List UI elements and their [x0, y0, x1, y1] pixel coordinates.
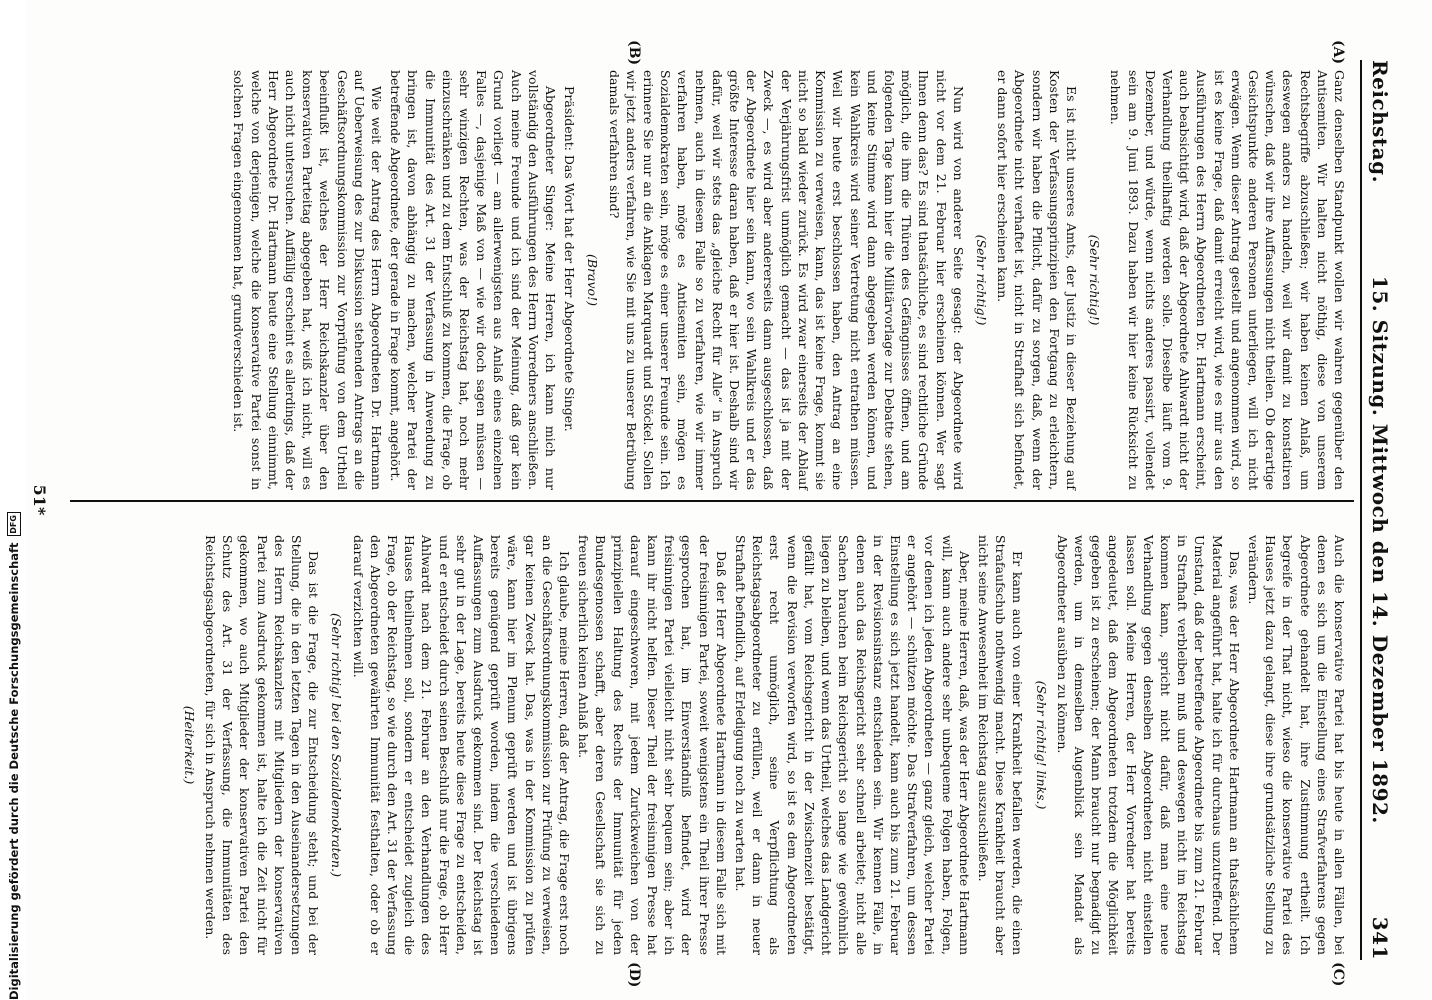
reaction-note: (Heiterkeit.) — [181, 705, 197, 785]
margin-marker-b: (B) — [626, 40, 642, 66]
paragraph: Daß der Herr Abgeordnete Hartmann in diesem Falle sich mit der freisinnigen Partei, soweit wenigstens ein Theil ihrer Presse gesprochen hat, im Einverständniß befindet, wird der freisinnigen Partei vielleicht nicht sehr bequem sein; aber ich kann ihr nicht helfen. Dieser Theil der freisinnigen Presse hat darauf eingeschworen, mit jedem Zurückweichen von der prinzipiellen Haltung des Rechts der Immunität für jeden Bundesgenossen schafft, aber deren Gesellschaft sie sich zu freuen sicherlich keinen Anlaß hat. — [576, 535, 729, 955]
reaction-note: (Sehr richtig! links.) — [1033, 680, 1049, 810]
page-footer — [30, 0, 49, 1000]
column-divider — [70, 500, 1354, 502]
reaction-note: (Bravo!) — [585, 254, 601, 306]
paragraph: Das, was der Herr Abgeordnete Hartmann an thatsächlichem Material angeführt hat, halte ich für durchaus unzutreffend. Der Umstand, daß der betreffende Abgeordnete bis zum 21. Februar in Strafhaft verbleiben muß und deswegen nicht im Reichstag kommen kann, spricht nicht dafür, daß man eine neue Verhandlung gegen denselben Abgeordneten nicht einstellen lassen soll. Meine Herren, der Herr Vorredner hat bereits angedeutet, daß dem Abgeordneten trotzdem die Möglichkeit gegeben ist zu erscheinen; der Mann braucht nur begnadigt zu werden, um in demselben Augenblick sein Mandat als Abgeordneter ausüben zu können. — [1054, 535, 1242, 955]
digitization-note-text: Digitalisierung gefördert durch die Deutsche Forschungsgemeinschaft — [7, 542, 21, 1000]
reaction-note: (Sehr richtig!) — [973, 234, 989, 326]
paragraph: Ich glaube, meine Herren, daß der Antrag, die Frage erst noch an die Geschäftsordnungskommission zur Prüfung zu verweisen, gar keinen Zweck hat. Das, was in der Kommission zu prüfen wäre, kann hier im Plenum geprüft werden und ist übrigens bereits genügend geprüft worden, indem die verschiedenen Auffassungen zum Ausdruck gekommen sind. Der Reichstag ist sehr gut in der Lage, bereits heute diese Frage zu entscheiden, und er entscheidet durch seinen Beschluß nur die Frage, ob Herr Ahlwardt nach dem 21. Februar an den Verhandlungen des Hauses theilnehmen soll, sondern er entscheidet zugleich die Frage, ob der Reichstag, so wie durch den Art. 31 der Verfassung den Abgeordneten gewährten Immunität festhalten, oder ob er darauf verzichten will. — [350, 535, 573, 955]
paragraph: Präsident: Das Wort hat der Herr Abgeordnete Singer. — [562, 86, 578, 432]
paragraph: Es ist nicht unseres Amts, der Justiz in dieser Beziehung auf Kosten der Verfassungsprinzipien den Fortgang zu erleichtern, sondern wir haben die Pflicht, dafür zu sorgen, daß, wenn der Abgeordnete nicht verhaftet ist, nicht in Strafhaft sich befindet, er dann sofort hier erscheinen kann. — [995, 70, 1079, 490]
margin-marker-a: (A) — [1330, 40, 1346, 65]
paragraph: Aber, meine Herren, daß, was der Herr Abgeordnete Hartmann will, kann auch andere sehr unbequeme Folgen haben, Folgen, vor denen ich jeden Abgeordneten — ganz gleich, welcher Partei er angehört — schützen möchte. Das Strafverfahren, um dessen Einstellung es sich jetzt handelt, kann auch bis zum 21. Februar in der Revisionsinstanz entschieden sein. Wir kennen Fälle, in denen auch das Reichsgericht sehr schnell arbeitet; nicht alle Sachen brauchen beim Reichsgericht so lange wie gewöhnlich liegen zu bleiben, und wenn das Urtheil, welches das Landgericht gefällt hat, vom Reichsgericht in der Zwischenzeit bestätigt, wenn die Revision verworfen wird, so ist es dem Abgeordneten erst recht unmöglich, seine Verpflichtung als Reichstagsabgeordneter zu erfüllen, weil er dann in neuer Strafhaft befindlich, auf Erledigung noch zu warten hat. — [733, 535, 972, 955]
right-column — [175, 535, 1348, 955]
dfg-logo-icon: DFG — [7, 512, 21, 536]
left-column — [228, 70, 1348, 490]
margin-marker-c: (C) — [1330, 962, 1346, 987]
reaction-note: (Sehr richtig! bei den Sozialdemokraten.) — [329, 613, 345, 877]
paragraph: Nun wird von anderer Seite gesagt: der Abgeordnete wird nicht vor dem 21. Februar hier erscheinen können. Wer sagt Ihnen denn das? Es sind thatsächliche, es sind rechtliche Gründe möglich, die ihm die Thüren des Gefängnisses öffnen, und am folgenden Tage kann hier die Militärvorlage zur Debatte stehen, und keine Stimme wird dann abgegeben werden können, und kein Wahlkreis wird seiner Vertretung nicht entrathen müssen. Weil wir heute erst beschlossen haben, den Antrag an eine Kommission zu verweisen, kann, das ist keine Frage, kommt sie nicht so bald wieder zurück. Es wird zwar einerseits der Ablauf der Verjährungsfrist unmöglich gemacht — das ist ja mit der Zweck —, es wird aber andererseits dann ausgeschlossen, daß der Abgeordnete hier sein kann, wo sein Wahlkreis und er das größte Interesse daran haben, daß er hier ist. Deshalb sind wir dafür, weil wir stets das „gleiche Recht für Alle“ in Anspruch nehmen, auch in diesem Falle so zu verfahren, wie wir immer verfahren haben, möge es Antisemiten sein, mögen es Sozialdemokraten sein, möge es einer unserer Freunde sein. Ich erinnere Sie nur an die Anklagen Marquardt und Stöckel. Sollen wir jetzt anders verfahren, wie Sie mit uns zu unserer Betrübung damals verfahren sind? — [606, 70, 966, 490]
margin-marker-d: (D) — [626, 962, 642, 988]
reaction-note: (Sehr richtig!) — [1087, 234, 1103, 326]
paragraph: Auch die konservative Partei hat bis heute in allen Fällen, bei denen es sich um die Einstellung eines Strafverfahrens gegen Abgeordnete gehandelt hat, ihre Zustimmung ertheilt. Ich begreife in der That nicht, wieso die konservative Partei des Hauses jetzt dazu gelangt, diese ihre grundsätzliche Stellung zu verändern. — [1245, 535, 1347, 955]
paragraph: Er kann auch von einer Krankheit befallen werden, die einen Strafaufschub nothwendig macht. Diese Krankheit braucht aber nicht seine Anwesenheit im Reichstag auszuschließen. — [975, 535, 1026, 955]
page-header — [1368, 60, 1402, 960]
paragraph: Das ist die Frage, die zur Entscheidung steht; und bei der Stellung, die in den letzten Tagen in den Auseinandersetzungen des Herrn Reichskanzlers mit Mitgliedern der konservativen Partei zum Ausdruck gekommen ist, halte ich die Zeit nicht für gekommen, wo auch Mitglieder der konservativen Partei den Schutz des Art. 31 der Verfassung, die Immunitäten des Reichstagsabgeordneten, für sich in Anspruch nehmen werden. — [203, 535, 322, 955]
header-page-number: 341 — [1368, 916, 1392, 960]
paragraph: Wie weit der Antrag des Herrn Abgeordneten Dr. Hartmann auf Ueberweisung des zur Diskussion stehenden Antrags an die Geschäftsordnungskommission zur Vorprüfung von dem Urtheil beeinflußt ist, welches der Herr Reichskanzler über den konservativen Parteitag abgegeben hat, weiß ich nicht, will es auch nicht untersuchen. Auffällig erscheint es allerdings, daß der Herr Abgeordnete Dr. Hartmann heute eine Stellung einnimmt, welche von derjenigen, welche die konservative Partei sonst in solchen Fragen eingenommen hat, grundverschieden ist. — [231, 70, 385, 490]
header-session: 15. Sitzung. Mittwoch den 14. Dezember 1892. — [1368, 275, 1392, 824]
paragraph: Abgeordneter Singer: Meine Herren, ich kann mich nur vollständig den Ausführungen des Herrn Vorredners anschließen. Auch meine Freunde und ich sind der Meinung, daß gar kein Grund vorliegt — am allerwenigsten aus Anlaß eines einzelnen Falles —, dasjenige Maß von — wie wir doch sagen müssen — sehr winzigen Rechten, was der Reichstag hat, noch mehr einzuschränken und zu dem Entschluß zu kommen, die Frage, ob die Immunität des Art. 31 der Verfassung in Anwendung zu bringen ist, davon abhängig zu machen, welcher Partei der betreffende Abgeordnete, der gerade in Frage kommt, angehört. — [388, 70, 559, 490]
header-publication: Reichstag. — [1368, 60, 1392, 184]
footer-signature: 51* — [30, 484, 49, 516]
header-rule — [1360, 60, 1362, 960]
paragraph: Ganz denselben Standpunkt wollen wir wahren gegenüber den Antisemiten. Wir halten nicht nöthig, diese von unserem Rechtsbegriffe abzuschließen; wir haben keinen Anlaß, um deswegen anders zu handeln, weil wir damit zu konstatiren wünschen, daß wir ihre Auffassungen nicht theilen. Ob derartige Gesichtspunkte anderen Personen unterliegen, will ich nicht erwägen. Wenn dieser Antrag gestellt und angenommen wird, so ist es keine Frage, daß damit erreicht wird, wie es mir aus den Ausführungen des Herrn Abgeordneten Dr. Hartmann erscheint, auch beabsichtigt wird, daß der Abgeordnete Ahlwardt nicht der Verhandlung theilhaftig werden solle. Dieselbe läuft vom 9. Dezember, und würde, wenn nichts anderes passirt, vollendet sein am 9. Juni 1893. Dazu haben wir hier keine Rücksicht zu nehmen. — [1108, 70, 1347, 490]
